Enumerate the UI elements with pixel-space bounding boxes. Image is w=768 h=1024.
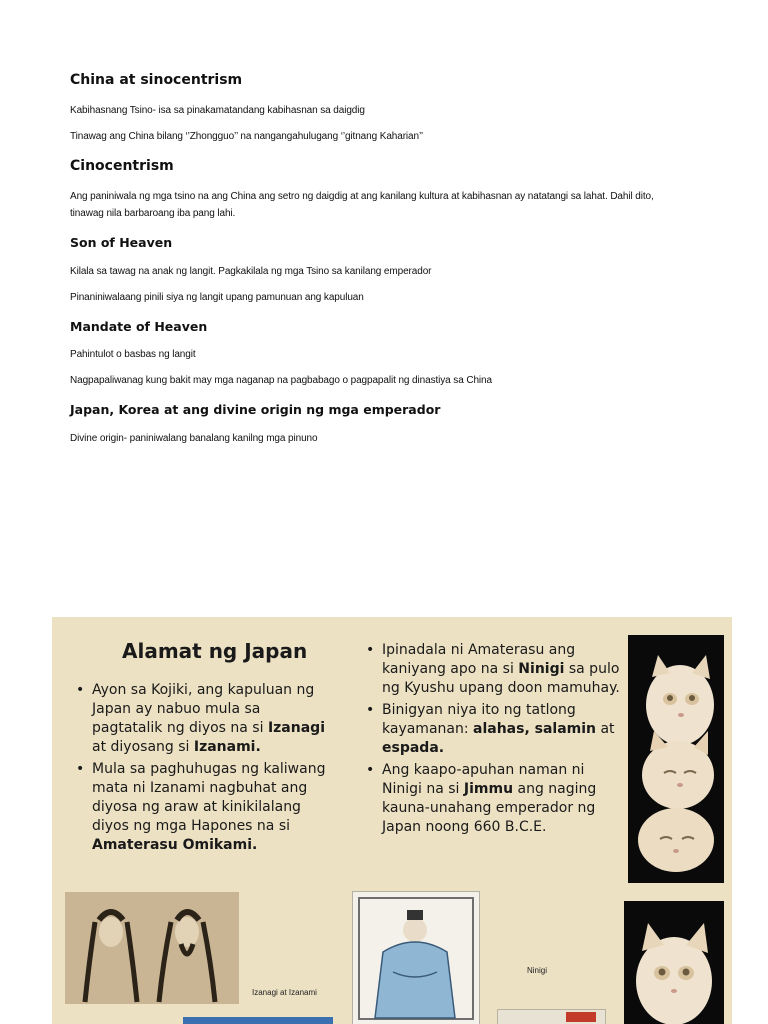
left-bullet-list (72, 681, 362, 858)
bullet-line: pagtatalik ng diyos na si (92, 720, 268, 736)
paragraph: Ang paniniwala ng mga tsino na ang China ang setro ng daigdig at ang kanilang kultura at kabihasnan ay natatangi sa lahat. Dahil dito, (70, 191, 654, 202)
red-seal-icon (498, 1010, 605, 1024)
paragraph: Pinaniniwalaang pinili siya ng langit upang pamunuan ang kapuluan (70, 292, 364, 303)
caption-izanagi-izanami: Izanagi at Izanami (252, 988, 317, 997)
right-bullet-list (362, 641, 634, 840)
section-heading: Cinocentrism (70, 158, 174, 174)
paragraph: Divine origin- paniniwalang banalang kanilng mga pinuno (70, 433, 318, 444)
bullet-line: kauna-unahang emperador ng (382, 800, 596, 816)
bullet-item (72, 760, 362, 855)
bold-term: alahas, salamin (473, 721, 597, 737)
cat-image (624, 901, 724, 1024)
bullet-item (362, 701, 634, 758)
caption-ninigi: Ninigi (527, 966, 548, 975)
paragraph: Kabihasnang Tsino- isa sa pinakamatandang kabihasnan sa daigdig (70, 105, 365, 116)
bullet-line: at diyosang si (92, 739, 194, 755)
paragraph: Kilala sa tawag na anak ng langit. Pagkakilala ng mga Tsino sa kanilang emperador (70, 266, 432, 277)
ninigi-figure-icon (353, 892, 479, 1024)
izanagi-izanami-painting (65, 892, 239, 1004)
bullet-line: diyosa ng araw at kinikilalang (92, 799, 301, 815)
paragraph: Pahintulot o basbas ng langit (70, 349, 196, 360)
section-heading: Japan, Korea at ang divine origin ng mga emperador (70, 402, 441, 417)
bold-term: Amaterasu Omikami. (92, 837, 258, 853)
painting-figures-icon (65, 892, 239, 1004)
bold-term: Izanami. (193, 739, 261, 755)
ninigi-woodblock-image (352, 891, 480, 1024)
bullet-line: Japan ay nabuo mula sa (92, 701, 261, 717)
bullet-line: Mula sa paghuhugas ng kaliwang (92, 761, 326, 777)
section-heading: Son of Heaven (70, 235, 173, 250)
bold-term: espada. (382, 740, 445, 756)
bullet-item (72, 681, 362, 757)
stacked-cats-image (628, 635, 724, 883)
bullet-line: sa pulo (564, 661, 620, 677)
partial-image-scroll (497, 1009, 606, 1024)
bullet-line: kaniyang apo na si (382, 661, 519, 677)
paragraph: Tinawag ang China bilang ‘’Zhongguo’’ na nangangahulugang ‘’gitnang Kaharian’’ (70, 131, 424, 142)
paragraph: tinawag nila barbaroang iba pang lahi. (70, 208, 236, 219)
bullet-line: Ayon sa Kojiki, ang kapuluan ng (92, 682, 315, 698)
bullet-item (362, 641, 634, 698)
bullet-line: kayamanan: (382, 721, 474, 737)
bold-term: Ninigi (518, 661, 565, 677)
bullet-line: Binigyan niya ito ng tatlong (382, 702, 576, 718)
partial-image-blue (183, 1017, 333, 1024)
bullet-line: Ipinadala ni Amaterasu ang (382, 642, 576, 658)
section-heading: Mandate of Heaven (70, 319, 208, 334)
bullet-line: mata ni Izanami nagbuhat ang (92, 780, 308, 796)
cat-illustration-icon (628, 635, 724, 883)
bullet-line: Japan noong 660 B.C.E. (382, 819, 547, 835)
bold-term: Jimmu (463, 781, 514, 797)
bullet-line: ang naging (513, 781, 597, 797)
bullet-line: diyos ng mga Hapones na si (92, 818, 291, 834)
cat-illustration-icon (624, 901, 724, 1024)
slide-title: Alamat ng Japan (122, 639, 308, 663)
bullet-line: at (596, 721, 615, 737)
section-heading: China at sinocentrism (70, 72, 243, 88)
bullet-line: Ninigi na si (382, 781, 464, 797)
paragraph: Nagpapaliwanag kung bakit may mga naganap na pagbabago o pagpapalit ng dinastiya sa China (70, 375, 492, 386)
bullet-line: ng Kyushu upang doon mamuhay. (382, 680, 620, 696)
alamat-ng-japan-slide (52, 617, 732, 1024)
bold-term: Izanagi (267, 720, 325, 736)
bullet-item (362, 761, 634, 837)
bullet-line: Ang kaapo-apuhan naman ni (382, 762, 585, 778)
